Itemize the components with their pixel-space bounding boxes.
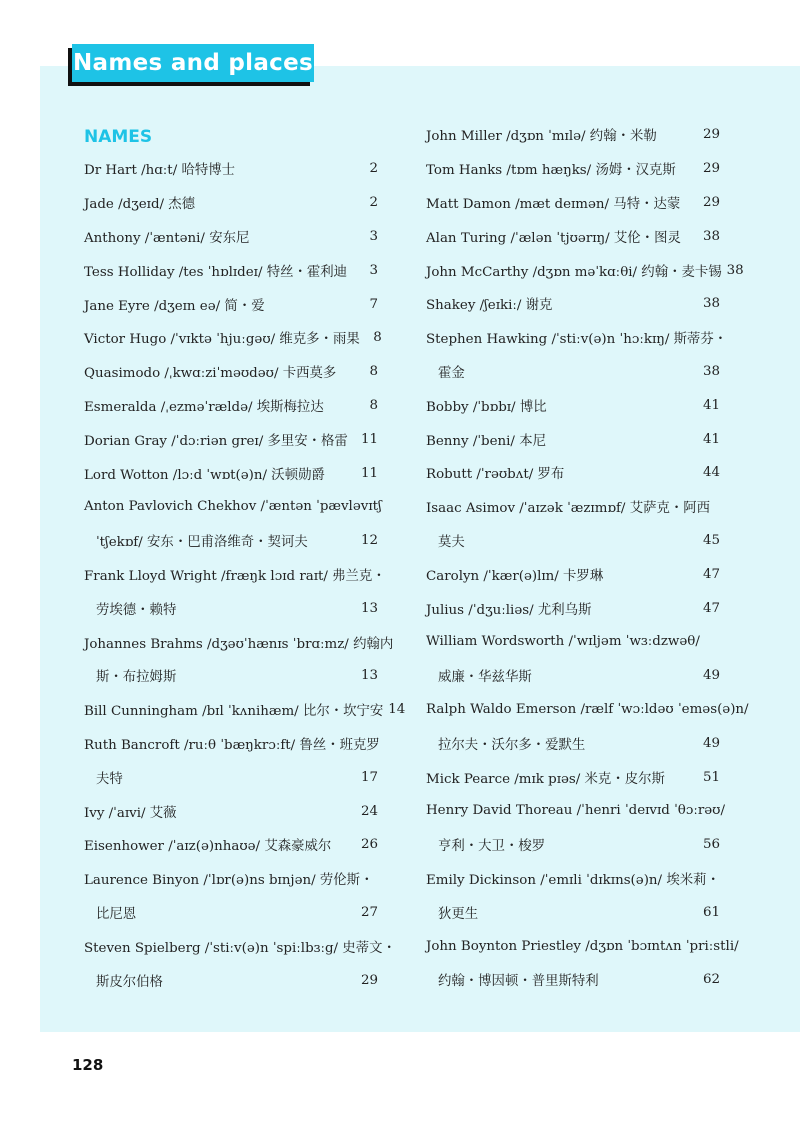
name-entry bbox=[84, 693, 406, 727]
entry-text: Stephen Hawking /ˈstiːv(ə)n ˈhɔːkɪŋ/ 斯蒂芬・ bbox=[426, 332, 728, 348]
name-entry bbox=[426, 929, 739, 963]
entry-text: Laurence Binyon /ˈlɒr(ə)ns bɪnjən/ 劳伦斯・ bbox=[84, 873, 374, 889]
name-entry bbox=[84, 625, 394, 659]
entry-text: Tom Hanks /tɒm hæŋks/ 汤姆・汉克斯 bbox=[426, 163, 676, 179]
name-entry bbox=[84, 794, 378, 828]
name-entry bbox=[426, 456, 720, 490]
name-entry-continuation bbox=[84, 659, 378, 693]
name-entry bbox=[426, 253, 744, 287]
entry-text: John Boynton Priestley /dʒɒn ˈbɔɪntʌn ˈpriːstli/ bbox=[426, 938, 739, 954]
name-entry bbox=[84, 558, 386, 592]
name-entry bbox=[426, 321, 728, 355]
name-entry-continuation bbox=[84, 524, 378, 558]
entry-page-number: 45 bbox=[702, 532, 720, 548]
page-number: 128 bbox=[72, 1056, 104, 1074]
entry-page-number: 41 bbox=[702, 431, 720, 447]
entry-text: 夫特 bbox=[96, 771, 123, 787]
entry-text: Robutt /ˈrəʊbʌt/ 罗布 bbox=[426, 467, 565, 483]
entry-text: Isaac Asimov /ˈaɪzək ˈæzɪmɒf/ 艾萨克・阿西 bbox=[426, 501, 711, 517]
name-entry bbox=[426, 186, 720, 220]
entry-text: Jane Eyre /dʒeɪn eə/ 简・爱 bbox=[84, 298, 265, 314]
entry-text: Lord Wotton /lɔːd ˈwɒt(ə)n/ 沃顿勋爵 bbox=[84, 467, 325, 483]
name-entry bbox=[426, 557, 720, 591]
entry-text: Emily Dickinson /ˈemɪli ˈdɪkɪns(ə)n/ 埃米莉・ bbox=[426, 872, 720, 888]
entry-text: Anton Pavlovich Chekhov /ˈæntən ˈpævləvɪtʃ bbox=[84, 499, 382, 515]
page-title: Names and places bbox=[73, 50, 313, 76]
name-entry-continuation bbox=[84, 896, 378, 930]
entry-page-number: 44 bbox=[702, 465, 720, 481]
entry-page-number: 29 bbox=[702, 161, 720, 177]
name-entry bbox=[84, 355, 378, 389]
entry-page-number: 61 bbox=[702, 904, 720, 920]
name-entry bbox=[426, 591, 720, 625]
entry-text: Mick Pearce /mɪk pɪəs/ 米克・皮尔斯 bbox=[426, 771, 665, 787]
entry-text: Julius /ˈdʒuːliəs/ 尤利乌斯 bbox=[426, 602, 592, 618]
name-entry bbox=[426, 794, 725, 828]
entry-page-number: 17 bbox=[360, 769, 378, 785]
entry-page-number: 2 bbox=[369, 195, 378, 211]
entry-page-number: 24 bbox=[360, 803, 378, 819]
entry-text: Dr Hart /hɑːt/ 哈特博士 bbox=[84, 163, 236, 179]
entry-text: Shakey /ʃeɪkiː/ 谢克 bbox=[426, 298, 553, 314]
name-entry bbox=[84, 287, 378, 321]
right-column bbox=[426, 118, 749, 997]
name-entry bbox=[426, 760, 720, 794]
name-entry bbox=[426, 118, 720, 152]
entry-page-number: 14 bbox=[388, 702, 406, 718]
name-entry bbox=[426, 219, 720, 253]
entry-page-number: 7 bbox=[369, 296, 378, 312]
entry-text: 莫夫 bbox=[438, 534, 465, 550]
entry-text: 威廉・华兹华斯 bbox=[438, 670, 532, 686]
name-entry bbox=[84, 828, 378, 862]
entry-page-number: 49 bbox=[702, 735, 720, 751]
name-entry-continuation bbox=[426, 895, 720, 929]
entry-page-number: 38 bbox=[702, 363, 720, 379]
name-entry bbox=[426, 490, 720, 524]
entry-text: 约翰・博因顿・普里斯特利 bbox=[438, 974, 599, 990]
name-entry bbox=[426, 422, 720, 456]
entry-text: Victor Hugo /ˈvɪktə ˈhjuːgəʊ/ 维克多・雨果 bbox=[84, 332, 360, 348]
entry-text: John McCarthy /dʒɒn məˈkɑːθi/ 约翰・麦卡锡 bbox=[426, 264, 722, 280]
entry-text: Johannes Brahms /dʒəʊˈhænɪs ˈbrɑːmz/ 约翰内 bbox=[84, 636, 394, 652]
entry-page-number: 8 bbox=[369, 397, 378, 413]
entry-text: John Miller /dʒɒn ˈmɪlə/ 约翰・米勒 bbox=[426, 129, 657, 145]
entry-page-number: 47 bbox=[702, 600, 720, 616]
entry-text: Ruth Bancroft /ruːθ ˈbæŋkrɔːft/ 鲁丝・班克罗 bbox=[84, 737, 380, 753]
entry-page-number: 11 bbox=[360, 465, 378, 481]
entry-page-number: 41 bbox=[702, 397, 720, 413]
entry-text: 拉尔夫・沃尔多・爱默生 bbox=[438, 737, 586, 753]
name-entry-continuation bbox=[426, 355, 720, 389]
entry-text: 斯・布拉姆斯 bbox=[96, 670, 177, 686]
entry-text: Dorian Gray /ˈdɔːriən greɪ/ 多里安・格雷 bbox=[84, 433, 348, 449]
name-entry bbox=[84, 321, 382, 355]
entry-text: 斯皮尔伯格 bbox=[96, 974, 163, 990]
entry-text: Jade /dʒeɪd/ 杰德 bbox=[84, 197, 196, 213]
entry-page-number: 11 bbox=[360, 431, 378, 447]
entry-text: 比尼恩 bbox=[96, 906, 137, 922]
entry-page-number: 2 bbox=[369, 161, 378, 177]
entry-text: Benny /ˈbeni/ 本尼 bbox=[426, 433, 546, 449]
entry-text: Frank Lloyd Wright /fræŋk lɔɪd raɪt/ 弗兰克・ bbox=[84, 568, 386, 584]
section-heading: NAMES bbox=[84, 127, 153, 147]
name-entry-continuation bbox=[426, 524, 720, 558]
entry-page-number: 27 bbox=[360, 904, 378, 920]
entry-page-number: 62 bbox=[702, 972, 720, 988]
entry-page-number: 29 bbox=[360, 972, 378, 988]
entry-text: Carolyn /ˈkær(ə)lɪn/ 卡罗琳 bbox=[426, 568, 604, 584]
entry-page-number: 13 bbox=[360, 668, 378, 684]
entry-text: Tess Holliday /tes ˈhɒlɪdeɪ/ 特丝・霍利迪 bbox=[84, 264, 348, 280]
name-entry bbox=[84, 490, 382, 524]
name-entry bbox=[84, 862, 378, 896]
name-entry-continuation bbox=[84, 963, 378, 997]
name-entry bbox=[84, 456, 378, 490]
name-entry bbox=[84, 389, 378, 423]
entry-page-number: 38 bbox=[702, 228, 720, 244]
name-entry bbox=[84, 152, 378, 186]
entry-page-number: 3 bbox=[369, 228, 378, 244]
name-entry-continuation bbox=[84, 760, 378, 794]
entry-page-number: 8 bbox=[369, 364, 378, 380]
name-entry-continuation bbox=[426, 828, 720, 862]
entry-text: William Wordsworth /ˈwɪljəm ˈwɜːdzwəθ/ bbox=[426, 634, 700, 650]
name-entry bbox=[84, 422, 378, 456]
page-title-box bbox=[72, 44, 314, 82]
entry-page-number: 29 bbox=[702, 194, 720, 210]
left-column bbox=[84, 152, 406, 997]
entry-text: 狄更生 bbox=[438, 906, 479, 922]
name-entry bbox=[84, 929, 396, 963]
entry-text: Esmeralda /ˌezməˈrældə/ 埃斯梅拉达 bbox=[84, 399, 324, 415]
entry-page-number: 51 bbox=[702, 769, 720, 785]
entry-page-number: 38 bbox=[702, 296, 720, 312]
entry-text: Anthony /ˈæntəni/ 安东尼 bbox=[84, 230, 250, 246]
entry-text: Steven Spielberg /ˈstiːv(ə)n ˈspiːlbɜːg/ 史蒂文・ bbox=[84, 940, 396, 956]
name-entry-continuation bbox=[426, 726, 720, 760]
entry-text: Bill Cunningham /bɪl ˈkʌnihæm/ 比尔・坎宁安 bbox=[84, 704, 384, 720]
name-entry bbox=[426, 287, 720, 321]
entry-text: Alan Turing /ˈælən ˈtjʊərɪŋ/ 艾伦・图灵 bbox=[426, 230, 681, 246]
entry-text: Quasimodo /ˌkwɑːziˈməʊdəʊ/ 卡西莫多 bbox=[84, 366, 337, 382]
name-entry bbox=[84, 220, 378, 254]
name-entry bbox=[84, 186, 378, 220]
entry-page-number: 47 bbox=[702, 566, 720, 582]
entry-text: ˈtʃekɒf/ 安东・巴甫洛维奇・契诃夫 bbox=[96, 535, 308, 551]
entry-page-number: 38 bbox=[726, 262, 744, 278]
entry-text: Henry David Thoreau /ˈhenri ˈdeɪvɪd ˈθɔːrəʊ/ bbox=[426, 803, 725, 819]
entry-text: 霍金 bbox=[438, 365, 465, 381]
entry-text: 劳埃德・赖特 bbox=[96, 602, 177, 618]
name-entry bbox=[426, 625, 720, 659]
entry-page-number: 12 bbox=[360, 533, 378, 549]
name-entry bbox=[426, 388, 720, 422]
name-entry-continuation bbox=[426, 659, 720, 693]
name-entry bbox=[426, 152, 720, 186]
name-entry bbox=[84, 727, 378, 761]
entry-page-number: 56 bbox=[702, 837, 720, 853]
entry-page-number: 8 bbox=[373, 330, 382, 346]
entry-page-number: 3 bbox=[369, 262, 378, 278]
entry-text: Ralph Waldo Emerson /rælf ˈwɔːldəʊ ˈeməs(ə)n/ bbox=[426, 701, 749, 717]
entry-page-number: 13 bbox=[360, 600, 378, 616]
name-entry-continuation bbox=[426, 963, 720, 997]
entry-page-number: 29 bbox=[702, 127, 720, 143]
name-entry-continuation bbox=[84, 591, 378, 625]
entry-text: Ivy /ˈaɪvi/ 艾薇 bbox=[84, 805, 177, 821]
entry-text: Matt Damon /mæt deɪmən/ 马特・达蒙 bbox=[426, 196, 681, 212]
name-entry bbox=[426, 693, 749, 727]
entry-text: Eisenhower /ˈaɪz(ə)nhaʊə/ 艾森豪威尔 bbox=[84, 839, 332, 855]
name-entry bbox=[426, 862, 720, 896]
entry-text: Bobby /ˈbɒbɪ/ 博比 bbox=[426, 399, 547, 415]
entry-text: 亨利・大卫・梭罗 bbox=[438, 839, 546, 855]
entry-page-number: 49 bbox=[702, 668, 720, 684]
entry-page-number: 26 bbox=[360, 837, 378, 853]
name-entry bbox=[84, 253, 378, 287]
